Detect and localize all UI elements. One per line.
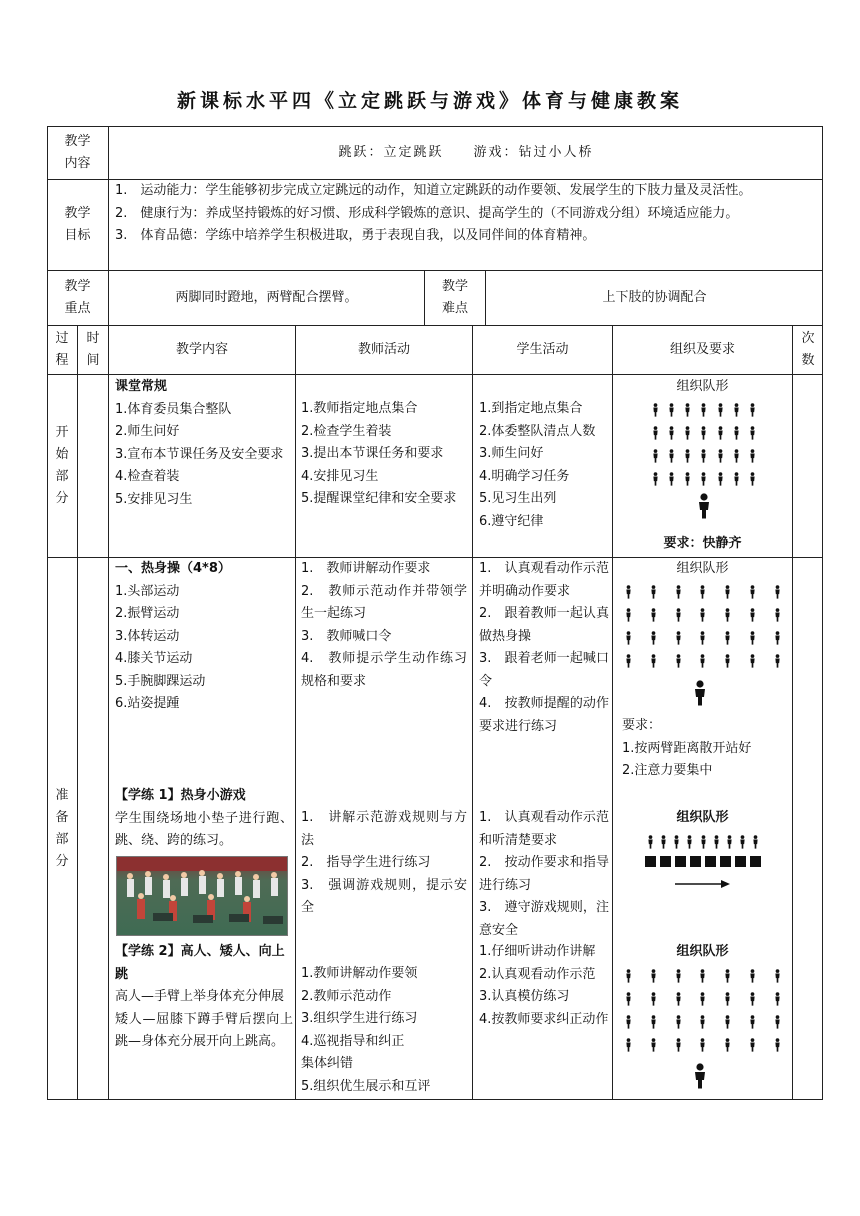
mat-square-icon	[645, 856, 656, 867]
list-item: 2.检查学生着装	[301, 423, 392, 439]
column-header-time: 时 间	[86, 331, 100, 368]
list-item: 1. 认真观看动作示范和听清楚要求	[479, 810, 609, 848]
list-item: 1.按两臂距离散开站好	[622, 740, 752, 756]
list-item: 4. 按教师提醒的动作要求进行练习	[479, 696, 609, 734]
person-icon	[650, 585, 657, 599]
list-item: 1.仔细听讲动作讲解	[479, 944, 596, 959]
warmup-requirements	[622, 715, 790, 783]
person-icon	[625, 1015, 632, 1029]
person-icon	[749, 1038, 756, 1052]
person-icon	[717, 426, 724, 440]
list-item: 2.教师示范动作	[301, 988, 392, 1004]
game2-org-title: 组织队形	[676, 944, 729, 959]
person-icon	[774, 631, 781, 645]
list-item: 4. 教师提示学生动作练习规格和要求	[301, 651, 467, 689]
list-item: 4.检查着装	[115, 469, 180, 484]
list-item: 2.师生问好	[115, 424, 180, 439]
class-photo	[116, 856, 288, 936]
person-icon	[699, 1015, 706, 1029]
list-item: 4.膝关节运动	[115, 651, 193, 666]
formation-row	[625, 987, 781, 1010]
person-icon	[650, 631, 657, 645]
list-item: 5.见习生出列	[479, 491, 557, 506]
arrow-right-icon	[675, 878, 731, 890]
game2-teacher	[301, 963, 467, 1098]
formation-row	[625, 626, 781, 649]
person-icon	[675, 631, 682, 645]
teacher-icon	[693, 1063, 707, 1089]
warmup-org-title: 组织队形	[676, 561, 729, 576]
person-icon	[774, 969, 781, 983]
person-icon	[625, 654, 632, 668]
person-icon	[752, 835, 759, 849]
goal-item: 3. 体育品德：学练中培养学生积极进取，勇于表现自我，以及同伴间的体育精神。	[115, 228, 596, 243]
column-header-process: 过 程	[55, 331, 69, 368]
person-icon	[675, 969, 682, 983]
list-item: 4.按教师要求纠正动作	[479, 1011, 609, 1027]
person-icon	[684, 426, 691, 440]
person-icon	[749, 608, 756, 622]
game1-description: 学生围绕场地小垫子进行跑、跳、绕、跨的练习。	[115, 810, 293, 848]
person-icon	[749, 992, 756, 1006]
warmup-student	[479, 558, 609, 738]
person-icon	[625, 631, 632, 645]
column-header-organization: 组织及要求	[669, 342, 735, 357]
formation-row	[652, 398, 756, 421]
list-item: 3.师生问好	[479, 446, 544, 461]
person-icon	[717, 403, 724, 417]
difficulty-text: 上下肢的协调配合	[602, 290, 707, 305]
person-icon	[650, 654, 657, 668]
person-icon	[774, 585, 781, 599]
game2-title-tag: 【学练 2】	[115, 944, 181, 959]
list-item: 2.注意力要集中	[622, 763, 713, 778]
mat-square-icon	[690, 856, 701, 867]
list-item: 6.遵守纪律	[479, 513, 544, 529]
game2-content	[115, 941, 293, 1054]
game2-title-text: 高人、矮人、向上跳	[115, 944, 285, 982]
list-item: 3.宣布本节课任务及安全要求	[115, 446, 284, 462]
list-item: 1. 认真观看动作示范并明确动作要求	[479, 561, 609, 599]
list-item: 3.提出本节课任务和要求	[301, 446, 444, 461]
list-item: 2. 按动作要求和指导进行练习	[479, 855, 609, 893]
game1-org-title: 组织队形	[676, 810, 729, 825]
list-item: 2.振臂运动	[115, 606, 180, 621]
goal-item: 1. 运动能力：学生能够初步完成立定跳远的动作，知道立定跳跃的动作要领、发展学生的下肢力量及灵活性。	[115, 183, 752, 198]
game2-formation	[625, 964, 781, 1056]
list-item: 4.巡视指导和纠正	[301, 1033, 405, 1049]
person-icon	[668, 449, 675, 463]
person-icon	[668, 426, 675, 440]
start-formation	[652, 398, 756, 490]
start-content-title: 课堂常规	[115, 379, 168, 394]
key-label: 教学 重点	[64, 279, 91, 316]
person-icon	[749, 585, 756, 599]
person-icon	[675, 585, 682, 599]
game2-student	[479, 941, 609, 1031]
person-icon	[668, 472, 675, 486]
person-icon	[668, 403, 675, 417]
requirement-title: 要求：	[622, 718, 662, 733]
person-icon	[726, 835, 733, 849]
start-org-requirement: 要求：快静齐	[663, 536, 742, 551]
column-header-count: 次 数	[801, 331, 815, 368]
mat-square-icon	[720, 856, 731, 867]
list-item: 2.认真观看动作示范	[479, 966, 596, 982]
formation-row	[625, 1010, 781, 1033]
difficulty-label: 教学 难点	[441, 279, 468, 316]
goals-list	[115, 180, 819, 270]
list-item: 3. 强调游戏规则，提示安全	[301, 877, 467, 915]
content-label: 教学 内容	[64, 133, 91, 171]
section-label-start: 开 始 部 分	[55, 425, 69, 506]
person-icon	[749, 631, 756, 645]
person-icon	[652, 449, 659, 463]
person-icon	[650, 608, 657, 622]
person-icon	[675, 1038, 682, 1052]
list-item: 3. 教师喊口令	[301, 628, 392, 644]
teacher-figure	[693, 680, 713, 710]
person-icon	[724, 654, 731, 668]
goals-label: 教学 目标	[64, 206, 91, 243]
list-item: 3.组织学生进行练习	[301, 1011, 418, 1026]
list-item: 2. 指导学生进行练习	[301, 855, 431, 870]
person-icon	[724, 969, 731, 983]
list-item: 6.站姿提踵	[115, 696, 180, 711]
list-item: 1.体育委员集合整队	[115, 401, 232, 417]
person-icon	[774, 654, 781, 668]
list-item: 2. 教师示范动作并带领学生一起练习	[301, 583, 467, 621]
formation-row	[625, 580, 781, 603]
game2-description-2: 矮人—屈膝下蹲手臂后摆向上跳—身体充分展开向上跳高。	[115, 1011, 293, 1049]
person-icon	[733, 449, 740, 463]
person-icon	[684, 472, 691, 486]
person-icon	[774, 992, 781, 1006]
person-icon	[652, 403, 659, 417]
person-icon	[699, 631, 706, 645]
game1-formation	[647, 830, 759, 853]
list-item: 1. 讲解示范游戏规则与方法	[301, 810, 467, 848]
list-item: 2. 跟着教师一起认真做热身操	[479, 606, 609, 644]
person-icon	[699, 585, 706, 599]
person-icon	[699, 608, 706, 622]
formation-row	[647, 830, 759, 853]
person-icon	[749, 449, 756, 463]
person-icon	[650, 1015, 657, 1029]
person-icon	[699, 992, 706, 1006]
list-item: 3.体转运动	[115, 628, 180, 644]
person-icon	[749, 654, 756, 668]
person-icon	[724, 608, 731, 622]
person-icon	[652, 472, 659, 486]
mat-square-icon	[675, 856, 686, 867]
formation-row	[652, 444, 756, 467]
mat-square-icon	[750, 856, 761, 867]
list-item: 5.提醒课堂纪律和安全要求	[301, 491, 457, 506]
person-icon	[749, 472, 756, 486]
person-icon	[717, 449, 724, 463]
person-icon	[699, 969, 706, 983]
person-icon	[625, 992, 632, 1006]
column-header-content: 教学内容	[175, 342, 228, 357]
person-icon	[733, 426, 740, 440]
person-icon	[749, 1015, 756, 1029]
person-icon	[733, 403, 740, 417]
person-icon	[675, 608, 682, 622]
teacher-figure	[697, 493, 717, 523]
game1-student	[479, 807, 609, 942]
list-item: 集体纠错	[301, 1056, 354, 1071]
person-icon	[625, 608, 632, 622]
column-header-teacher: 教师活动	[357, 342, 410, 357]
person-icon	[774, 1038, 781, 1052]
start-teacher	[301, 398, 467, 511]
person-icon	[724, 585, 731, 599]
list-item: 4.明确学习任务	[479, 468, 570, 484]
person-icon	[686, 835, 693, 849]
start-org-title: 组织队形	[676, 379, 729, 394]
document-title: 新课标水平四《立定跳跃与游戏》体育与健康教案	[176, 90, 683, 112]
game2-description-1: 高人—手臂上举身体充分伸展	[115, 989, 285, 1004]
person-icon	[650, 992, 657, 1006]
formation-row	[625, 1033, 781, 1056]
game2-title	[115, 941, 293, 986]
person-icon	[675, 1015, 682, 1029]
warmup-formation	[625, 580, 781, 672]
list-item: 3.认真模仿练习	[479, 989, 570, 1004]
warmup-title: 一、热身操（4*8）	[115, 561, 231, 576]
lesson-plan-table	[47, 126, 823, 1100]
start-student	[479, 398, 609, 533]
list-item: 1.教师讲解动作要领	[301, 966, 418, 981]
person-icon	[650, 969, 657, 983]
person-icon	[724, 992, 731, 1006]
person-icon	[625, 585, 632, 599]
game1-teacher	[301, 807, 467, 920]
teacher-figure	[693, 1063, 713, 1093]
person-icon	[675, 992, 682, 1006]
game1-content	[115, 785, 293, 853]
mat-row	[645, 856, 761, 868]
mat-square-icon	[735, 856, 746, 867]
game1-title-text: 热身小游戏	[180, 788, 246, 803]
formation-row	[625, 603, 781, 626]
person-icon	[699, 654, 706, 668]
teacher-icon	[693, 680, 707, 706]
person-icon	[724, 631, 731, 645]
person-icon	[749, 426, 756, 440]
person-icon	[700, 426, 707, 440]
list-item: 3. 遵守游戏规则，注意安全	[479, 900, 609, 938]
person-icon	[673, 835, 680, 849]
list-item: 5.手腕脚踝运动	[115, 673, 206, 689]
game1-title	[115, 785, 293, 808]
person-icon	[733, 472, 740, 486]
person-icon	[675, 654, 682, 668]
key-text: 两脚同时蹬地，两臂配合摆臂。	[175, 290, 358, 305]
mat-square-icon	[660, 856, 671, 867]
person-icon	[652, 426, 659, 440]
person-icon	[774, 1015, 781, 1029]
person-icon	[713, 835, 720, 849]
list-item: 5.安排见习生	[115, 491, 193, 507]
person-icon	[724, 1015, 731, 1029]
person-icon	[684, 403, 691, 417]
teacher-icon	[697, 493, 711, 519]
person-icon	[625, 969, 632, 983]
list-item: 1.教师指定地点集合	[301, 401, 418, 416]
list-item: 1.到指定地点集合	[479, 401, 583, 416]
person-icon	[647, 835, 654, 849]
list-item: 3. 跟着老师一起喊口令	[479, 651, 609, 689]
person-icon	[749, 969, 756, 983]
column-header-student: 学生活动	[516, 342, 569, 357]
goal-item: 2. 健康行为：养成坚持锻炼的好习惯、形成科学锻炼的意识、提高学生的（不同游戏分组）环境适应能力。	[115, 205, 739, 221]
list-item: 1. 教师讲解动作要求	[301, 561, 431, 576]
formation-row	[625, 964, 781, 987]
person-icon	[717, 472, 724, 486]
section-label-prep: 准 备 部 分	[55, 788, 69, 869]
warmup-content	[115, 558, 293, 716]
person-icon	[724, 1038, 731, 1052]
person-icon	[700, 449, 707, 463]
list-item: 1.头部运动	[115, 583, 180, 599]
person-icon	[700, 835, 707, 849]
person-icon	[739, 835, 746, 849]
formation-row	[625, 649, 781, 672]
person-icon	[700, 403, 707, 417]
person-icon	[699, 1038, 706, 1052]
person-icon	[684, 449, 691, 463]
content-text: 跳跃：立定跳跃 游戏：钻过小人桥	[338, 144, 594, 160]
list-item: 5.组织优生展示和互评	[301, 1078, 431, 1094]
game1-title-tag: 【学练 1】	[115, 788, 181, 803]
person-icon	[700, 472, 707, 486]
formation-row	[652, 421, 756, 444]
list-item: 2.体委整队清点人数	[479, 423, 596, 439]
person-icon	[749, 403, 756, 417]
person-icon	[660, 835, 667, 849]
person-icon	[625, 1038, 632, 1052]
start-content	[115, 376, 293, 511]
warmup-teacher	[301, 558, 467, 693]
person-icon	[774, 608, 781, 622]
mat-square-icon	[705, 856, 716, 867]
formation-row	[652, 467, 756, 490]
person-icon	[650, 1038, 657, 1052]
list-item: 4.安排见习生	[301, 468, 379, 484]
